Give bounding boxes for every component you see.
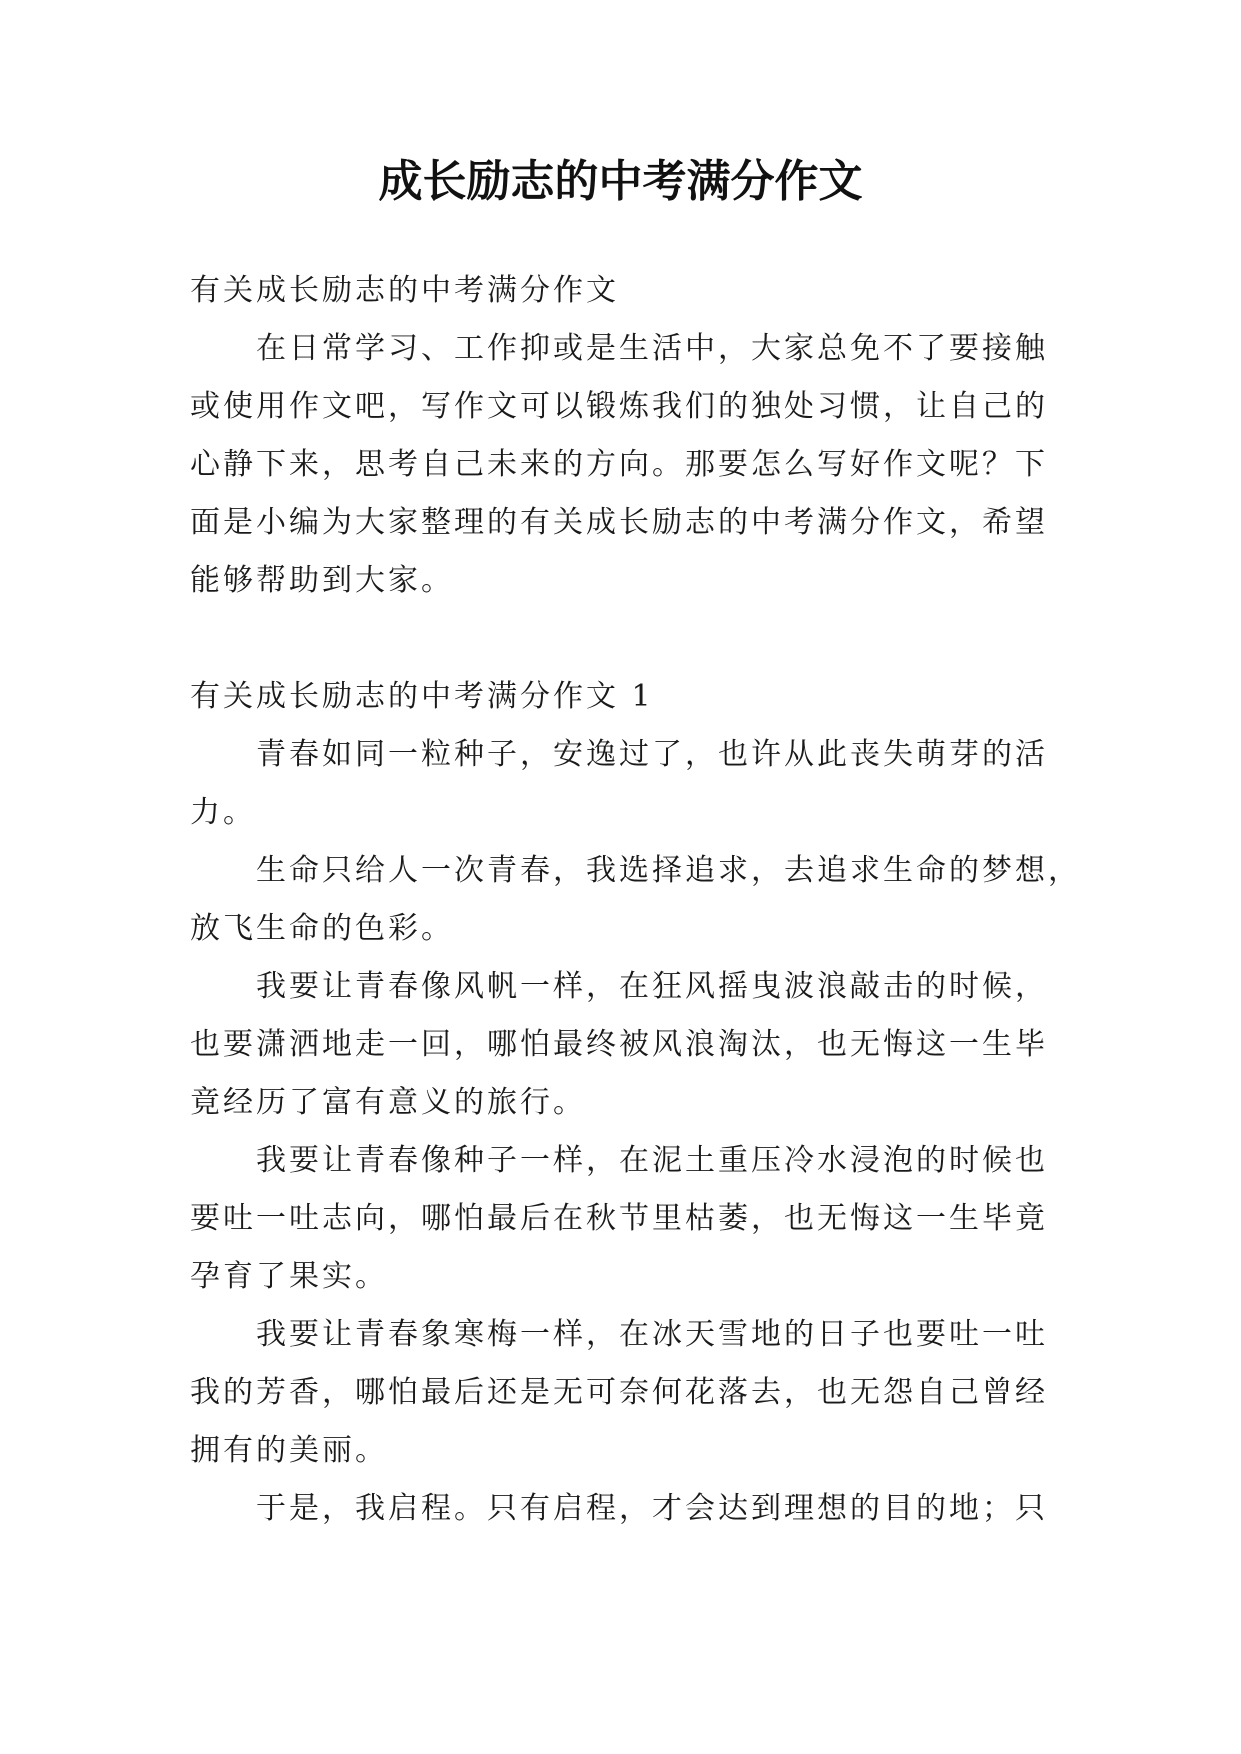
paragraph-line: 面是小编为大家整理的有关成长励志的中考满分作文，希望: [190, 505, 1048, 540]
blank-line: [190, 610, 1050, 668]
paragraph-line: 心静下来，思考自己未来的方向。那要怎么写好作文呢？下: [190, 447, 1048, 482]
paragraph-line: 生命只给人一次青春，我选择追求，去追求生命的梦想，: [256, 853, 1081, 888]
paragraph-line: 我要让青春像种子一样，在泥土重压冷水浸泡的时候也: [256, 1143, 1048, 1178]
paragraph-line: 于是，我启程。只有启程，才会达到理想的目的地；只: [256, 1491, 1048, 1526]
paragraph-line: 竟经历了富有意义的旅行。: [190, 1085, 586, 1120]
paragraph-line: 拥有的美丽。: [190, 1433, 388, 1468]
paragraph-line: 孕育了果实。: [190, 1259, 388, 1294]
paragraph-line: 青春如同一粒种子，安逸过了，也许从此丧失萌芽的活: [256, 737, 1048, 772]
document-title: 成长励志的中考满分作文: [378, 156, 863, 207]
paragraph-line: 放飞生命的色彩。: [190, 911, 454, 946]
section-heading: 有关成长励志的中考满分作文: [190, 273, 619, 308]
paragraph-line: 能够帮助到大家。: [190, 563, 454, 598]
paragraph-line: 我要让青春像风帆一样，在狂风摇曳波浪敲击的时候，: [256, 969, 1048, 1004]
paragraph-line: 或使用作文吧，写作文可以锻炼我们的独处习惯，让自己的: [190, 389, 1048, 424]
paragraph-line: 我要让青春象寒梅一样，在冰天雪地的日子也要吐一吐: [256, 1317, 1048, 1352]
paragraph-line: 在日常学习、工作抑或是生活中，大家总免不了要接触: [256, 331, 1048, 366]
paragraph-line: 我的芳香，哪怕最后还是无可奈何花落去，也无怨自己曾经: [190, 1375, 1048, 1410]
section-heading: 有关成长励志的中考满分作文 1: [190, 679, 654, 714]
document-body: [190, 262, 1081, 1538]
paragraph-line: 要吐一吐志向，哪怕最后在秋节里枯萎，也无悔这一生毕竟: [190, 1201, 1048, 1236]
paragraph-line: 也要潇洒地走一回，哪怕最终被风浪淘汰，也无悔这一生毕: [190, 1027, 1048, 1062]
paragraph-line: 力。: [190, 795, 256, 830]
